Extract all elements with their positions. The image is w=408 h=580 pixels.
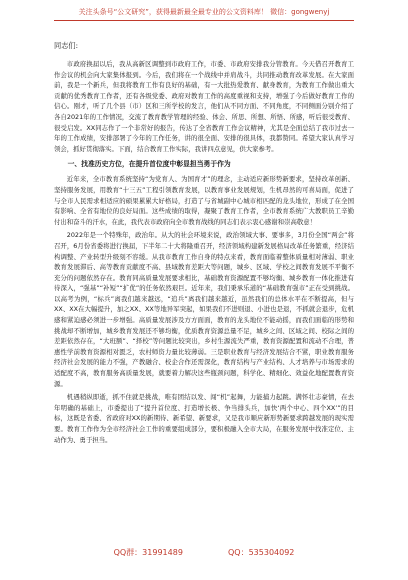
top-banner: 关注头条号“公文研究”，获得最新最全最专业的公文资料库！ 微信：gongwenyj [78, 8, 330, 16]
footer-qq: QQ：535304092 [228, 548, 295, 557]
intro-paragraph: 市政府换届以后，我从高新区调整到市政府工作，市委、市政府安排我分管教育。今天借召开教育工作会议的机会向大家集体报到。今后，我们将在一个战线中并肩战斗，共同推动教育改革发展。在大家面前，我是一个新兵，但我将教育工作有良好的基础，有一大批热爱教育、献身教育，为教育工作做出重大贡献的优秀教育工作者，还有各级党委、政府对教育工作的高度重视和支持，增强了今后做好教育工作的信心。刚才，听了几个县（市）区和三所学校的发言，他们从不同方面、不同角度，不同侧面分别介绍了各自2021年的工作情况，交流了教育教学管理的经验、体会、所思、所想、所悟、所感，听后很受教育、很受启发。XX同志作了一个非常好的报告，传达了全省教育工作会议精神，尤其是全面总结了我市过去一年的工作成绩，安排部署了今年的工作任务，讲的很全面、安排的很具体，我都赞同。希望大家认真学习领会，抓好贯彻落实。下面，结合教育工作实际，我讲四点意见，供大家参考。 [54, 60, 354, 153]
document-body [54, 40, 354, 545]
section-paragraph-1: 近年来，全市教育系统坚持“为党育人、为国育才”的理念，主动适应新形势新要求，坚持改革创新、坚持服务发展，用教育“十三五”工程引领教育发展，以教育事业发展规划，生机昂然的可喜局面，促进了与全市人民需求相适应的硕果累累大好格局，打造了与省城副中心城市相匹配的龙头地位，形成了在全国有影响、全省有地位的良好局面。这些成绩的取得，凝聚了教育工作者，全市教育系统广大教职员工辛勤付出和奋斗的汗水，在此，我代表市政府向全市教育战线的同志们表示衷心感谢和崇高敬意！ [54, 175, 354, 226]
section-paragraph-3: 机遇稍纵即逝，抓不住就是挑战，唯有团结以发、闯“机”起舞，力能捕力起跳。满怀壮志豪情，在去年明确的基础上，市委提出了“提升首位度、打造增长极、争当排头兵，加快‘两个中心、四个XX’”的目标，这既是省委、省政府对XX的新期待、新希望、新要求，又是我市顺应新形势新要求跨越发展的现实需要。教育工作作为全市经济社会工作的重要组成部分，要积极融入全市大局，在服务发展中找准定位、主动作为、勇于担当。 [54, 393, 354, 444]
banner-divider [54, 20, 354, 21]
footer-qq-group: QQ群：31991489 [113, 548, 183, 557]
footer-contact [0, 547, 408, 559]
section-paragraph-2: 2022年是一个特殊年，政治年。从大的社会环境来说，政治领域大事、要事多，3月份全国“两会”将召开，6月份省委将进行换届，下半年二十大将隆重召开，经济领域构建新发展格局改革任务繁重，经济结构调整、产业转型升级刻不容缓。从我市教育工作自身的特点来看，教育面临着整体质量相对薄弱、职业教育发展滞后、高等教育贡献度不高、县域教育差距大等问题，城乡、区域、学校之间教育发展不平衡不充分的问题依然存在。教育同高质量发展要求相比，基础教育资源配置不够均衡、城乡教育一体化推进有待深入，“强基”“补短”“扩优”的任务依然艰巨。近年来，我们秉承乐道的“基础教育强市”正在受到挑战。以高考为例，“标兵”离我们越来越远，“追兵”离我们越来越近，虽然我们的总体水平在不断提高，但与XX、XX在大幅提升，加之XX、XX等地异军突起，如果我们不进则退、小进也是退，不抓就会退步，危机感和紧迫感必须进一步增强。高质量发展涉及方方面面，教育的龙头地位不能动摇，而我们面临的形势和挑战却不断增加，城乡教育发展还不够均衡，优质教育资源总量不足，城乡之间、区域之间、校际之间的差距依然存在，“大班额”、“择校”等问题比较突出，乡村生源流失严重，教育资源配置和流动不合理，普惠性学前教育资源相对匮乏，农村师资力量比较薄弱。三是职业教育与经济发展结合不紧，职业教育服务经济社会发展的能力不强，产教融合、校企合作还需深化，教育结构与产业结构、人才培养与市场需求的适配度不高，教育服务高质量发展，就要着力解决这些瓶颈问题，科学化、精细化、效益化地配置教育资源。 [54, 231, 354, 388]
section-heading: 一、找准历史方位，在提升首位度中彰显担当勇于作为 [67, 160, 231, 169]
salutation: 同志们: [54, 41, 78, 50]
